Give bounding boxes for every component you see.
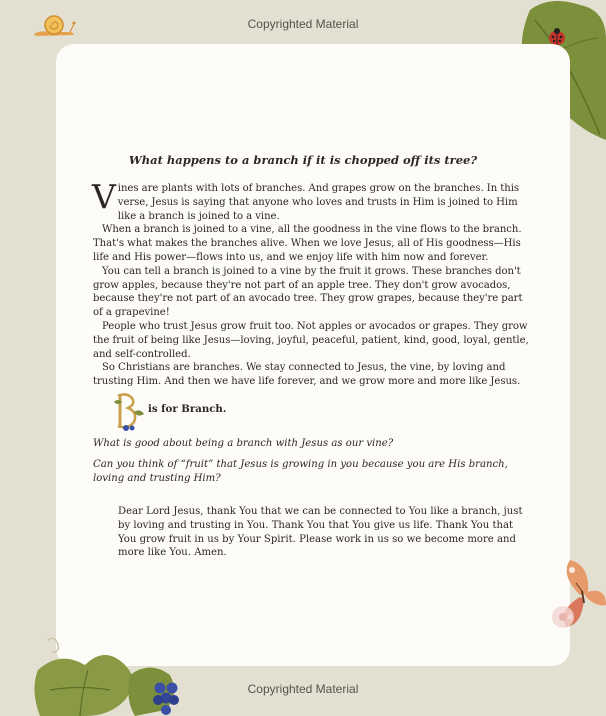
snail-icon [30, 12, 78, 38]
drop-cap: V [92, 177, 116, 216]
paragraph-2: When a branch is joined to a vine, all the goodness in the vine flows to the branch. That's what makes the branches alive. When we love Jesus, all of His goodness—His life and His power—flows into us, and we enjoy life with him now and forever. [93, 224, 522, 263]
discussion-question-1: What is good about being a branch with Jesus as our vine? [93, 438, 394, 449]
copyright-watermark-top: Copyrighted Material [247, 17, 359, 31]
letter-label: is for Branch. [148, 403, 227, 415]
copyright-watermark-bottom: Copyrighted Material [247, 682, 359, 696]
paragraph-5: So Christians are branches. We stay connected to Jesus, the vine, by loving and trusting Him. And then we have life forever, and we grow more and more like Jesus. [93, 362, 521, 388]
prayer-text: Dear Lord Jesus, thank You that we can be connected to You like a branch, just by loving and trusting in You. Thank You that You give us life. Thank You that You grow fruit in us by Your Spirit. Please work in us so we become more and more like You. Amen. [118, 506, 523, 559]
paragraph-4: People who trust Jesus grow fruit too. Not apples or avocados or grapes. They grow the fruit of being like Jesus—loving, joyful, peaceful, patient, kind, good, loyal, gentle, and self-controlled. [93, 320, 529, 360]
paragraph-1: Vines are plants with lots of branches. And grapes grow on the branches. In this verse, Jesus is saying that anyone who loves and trusts in Him is joined to Him like a branch is joined to a vine. [92, 177, 520, 222]
discussion-question-2: Can you think of “fruit” that Jesus is growing in you because you are His branch, loving and trusting Him? [93, 459, 508, 484]
section-heading: What happens to a branch if it is chopped off its tree? [128, 153, 478, 167]
illuminated-letter-b [112, 388, 148, 432]
paragraph-3: You can tell a branch is joined to a vine by the fruit it grows. These branches don't grow apples, because they're not part of an apple tree. They don't grow avocados, because they're not part of an avocado tree. They grow grapes, because they're part of a grapevine! [93, 265, 523, 319]
body-text [92, 177, 533, 389]
flower-icon [548, 602, 578, 632]
